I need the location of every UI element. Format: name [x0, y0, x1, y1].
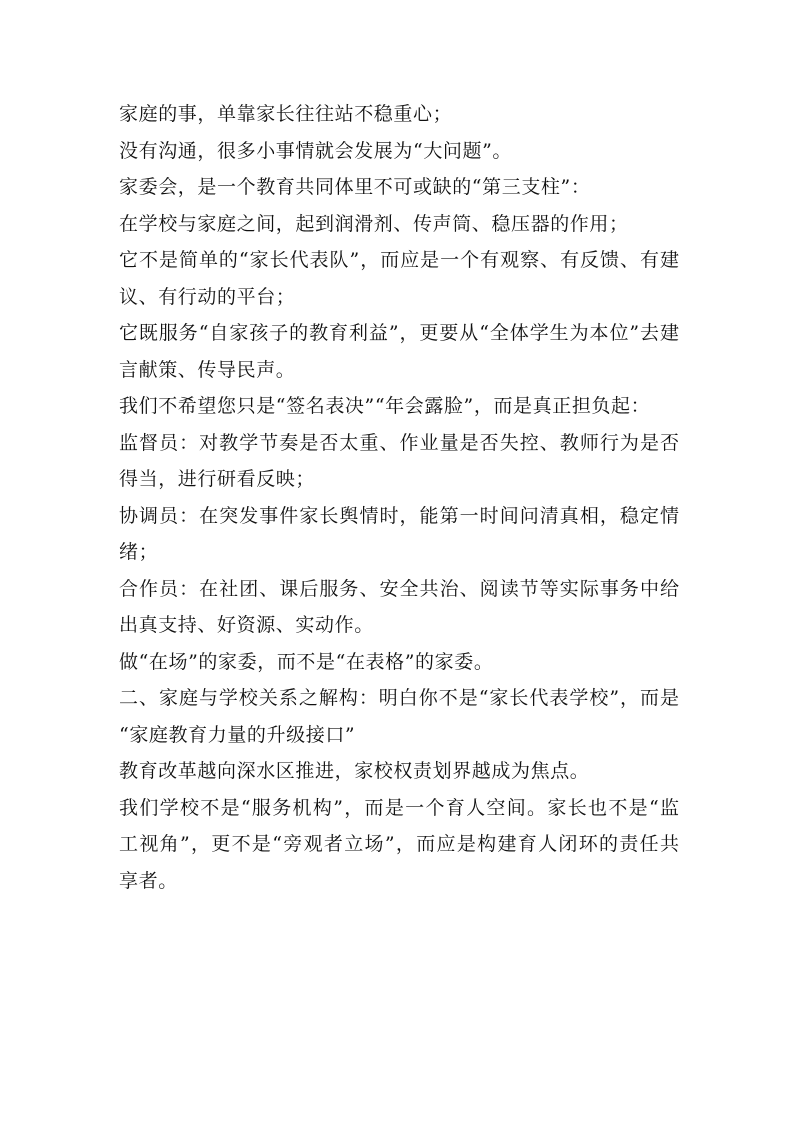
text-line: 协调员：在突发事件家长舆情时，能第一时间问清真相，稳定情	[119, 504, 679, 527]
text-line: 教育改革越向深水区推进，家校权责划界越成为焦点。	[119, 760, 590, 782]
text-line: 议、有行动的平台；	[119, 285, 296, 308]
text-line: 言献策、传导民声。	[119, 358, 296, 381]
text-line: 出真支持、好资源、实动作。	[119, 614, 374, 636]
section-heading-line: “家庭教育力量的升级接口”	[119, 723, 356, 746]
text-line: 做“在场”的家委，而不是“在表格”的家委。	[119, 650, 494, 673]
text-line: 我们不希望您只是“签名表决”“年会露脸”，而是真正担负起：	[119, 395, 651, 417]
text-line: 享者。	[119, 869, 178, 892]
text-line: 在学校与家庭之间，起到润滑剂、传声筒、稳压器的作用；	[119, 212, 629, 235]
document-body	[119, 96, 679, 899]
text-line: 我们学校不是“服务机构”，而是一个育人空间。家长也不是“监	[119, 796, 679, 819]
text-line: 没有沟通，很多小事情就会发展为“大问题”。	[119, 139, 513, 162]
text-line: 它既服务“自家孩子的教育利益”，更要从“全体学生为本位”去建	[119, 322, 679, 344]
text-line: 得当，进行研看反映；	[119, 468, 316, 490]
text-line: 合作员：在社团、课后服务、安全共治、阅读节等实际事务中给	[119, 577, 679, 600]
text-line: 工视角”，更不是“旁观者立场”，而应是构建育人闭环的责任共	[119, 833, 679, 855]
text-line: 监督员：对教学节奏是否太重、作业量是否失控、教师行为是否	[119, 431, 679, 454]
text-line: 家庭的事，单靠家长往往站不稳重心；	[119, 103, 453, 125]
text-line: 它不是简单的“家长代表队”，而应是一个有观察、有反馈、有建	[119, 249, 679, 271]
text-line: 家委会，是一个教育共同体里不可或缺的“第三支柱”：	[119, 176, 591, 198]
text-line: 绪；	[119, 541, 159, 563]
section-heading-line: 二、家庭与学校关系之解构：明白你不是“家长代表学校”，而是	[119, 687, 679, 709]
